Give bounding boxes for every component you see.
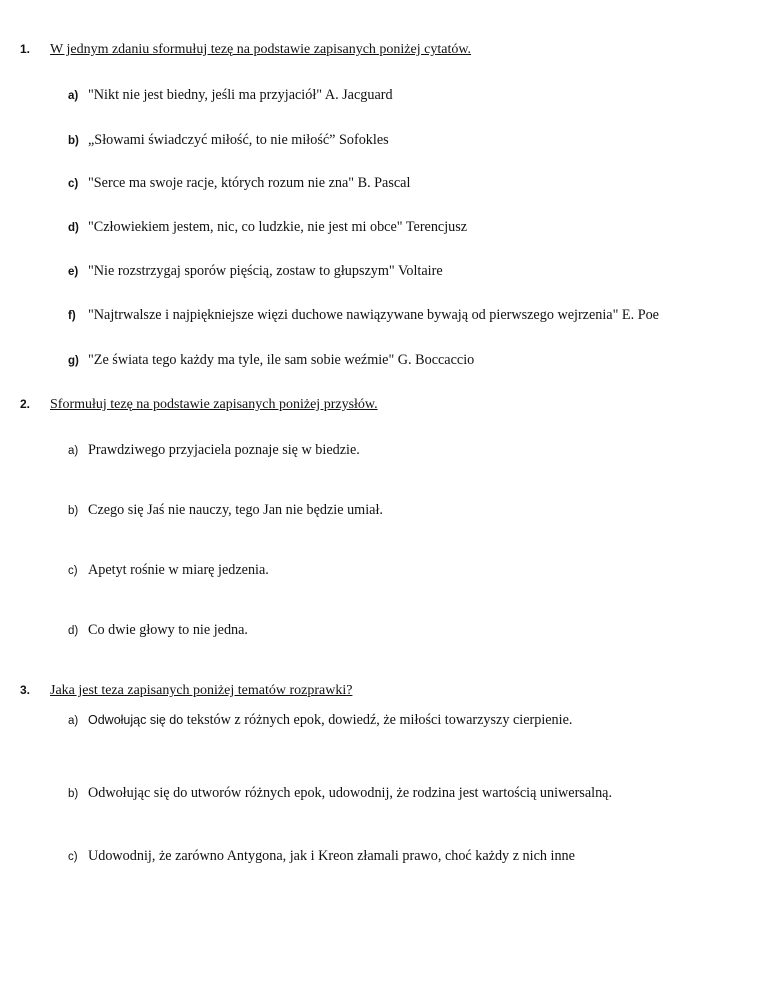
question-title: W jednym zdaniu sformułuj tezę na podstawie zapisanych poniżej cytatów.	[50, 42, 472, 57]
list-item: d) Co dwie głowy to nie jedna.	[68, 622, 248, 638]
list-item: g) "Ze świata tego każdy ma tyle, ile sam sobie weźmie" G. Boccaccio	[68, 352, 475, 368]
question-3-heading	[20, 682, 352, 699]
question-title: Sformułuj tezę na podstawie zapisanych poniżej przysłów.	[50, 397, 378, 412]
list-item: c) "Serce ma swoje racje, których rozum nie zna" B. Pascal	[68, 175, 411, 191]
list-item: d) "Człowiekiem jestem, nic, co ludzkie, nie jest mi obce" Terencjusz	[68, 219, 468, 235]
list-item: c) Apetyt rośnie w miarę jedzenia.	[68, 562, 269, 578]
question-number: 2.	[20, 397, 31, 411]
question-number: 3.	[20, 683, 31, 697]
list-item: b) Odwołując się do utworów różnych epok, udowodnij, że rodzina jest wartością uniwersalną.	[68, 785, 613, 801]
list-item: b) Czego się Jaś nie nauczy, tego Jan nie będzie umiał.	[68, 502, 383, 518]
list-item: f) "Najtrwalsze i najpiękniejsze więzi duchowe nawiązywane bywają od pierwszego wejrzenia" E. Poe	[68, 307, 659, 323]
question-title: Jaka jest teza zapisanych poniżej tematów rozprawki?	[50, 683, 353, 698]
list-item: c) Udowodnij, że zarówno Antygona, jak i Kreon złamali prawo, choć każdy z nich inne	[68, 848, 575, 864]
question-number: 1.	[20, 42, 31, 56]
list-item: a) Odwołując się do tekstów z różnych epok, dowiedź, że miłości towarzyszy cierpienie.	[68, 712, 573, 728]
list-item: e) "Nie rozstrzygaj sporów pięścią, zostaw to głupszym" Voltaire	[68, 263, 443, 279]
list-item: a) Prawdziwego przyjaciela poznaje się w biedzie.	[68, 442, 360, 458]
question-2-heading	[20, 396, 378, 413]
list-item: a) "Nikt nie jest biedny, jeśli ma przyjaciół" A. Jacguard	[68, 87, 393, 103]
list-item: b) „Słowami świadczyć miłość, to nie miłość” Sofokles	[68, 132, 389, 148]
question-1-heading	[20, 41, 471, 58]
